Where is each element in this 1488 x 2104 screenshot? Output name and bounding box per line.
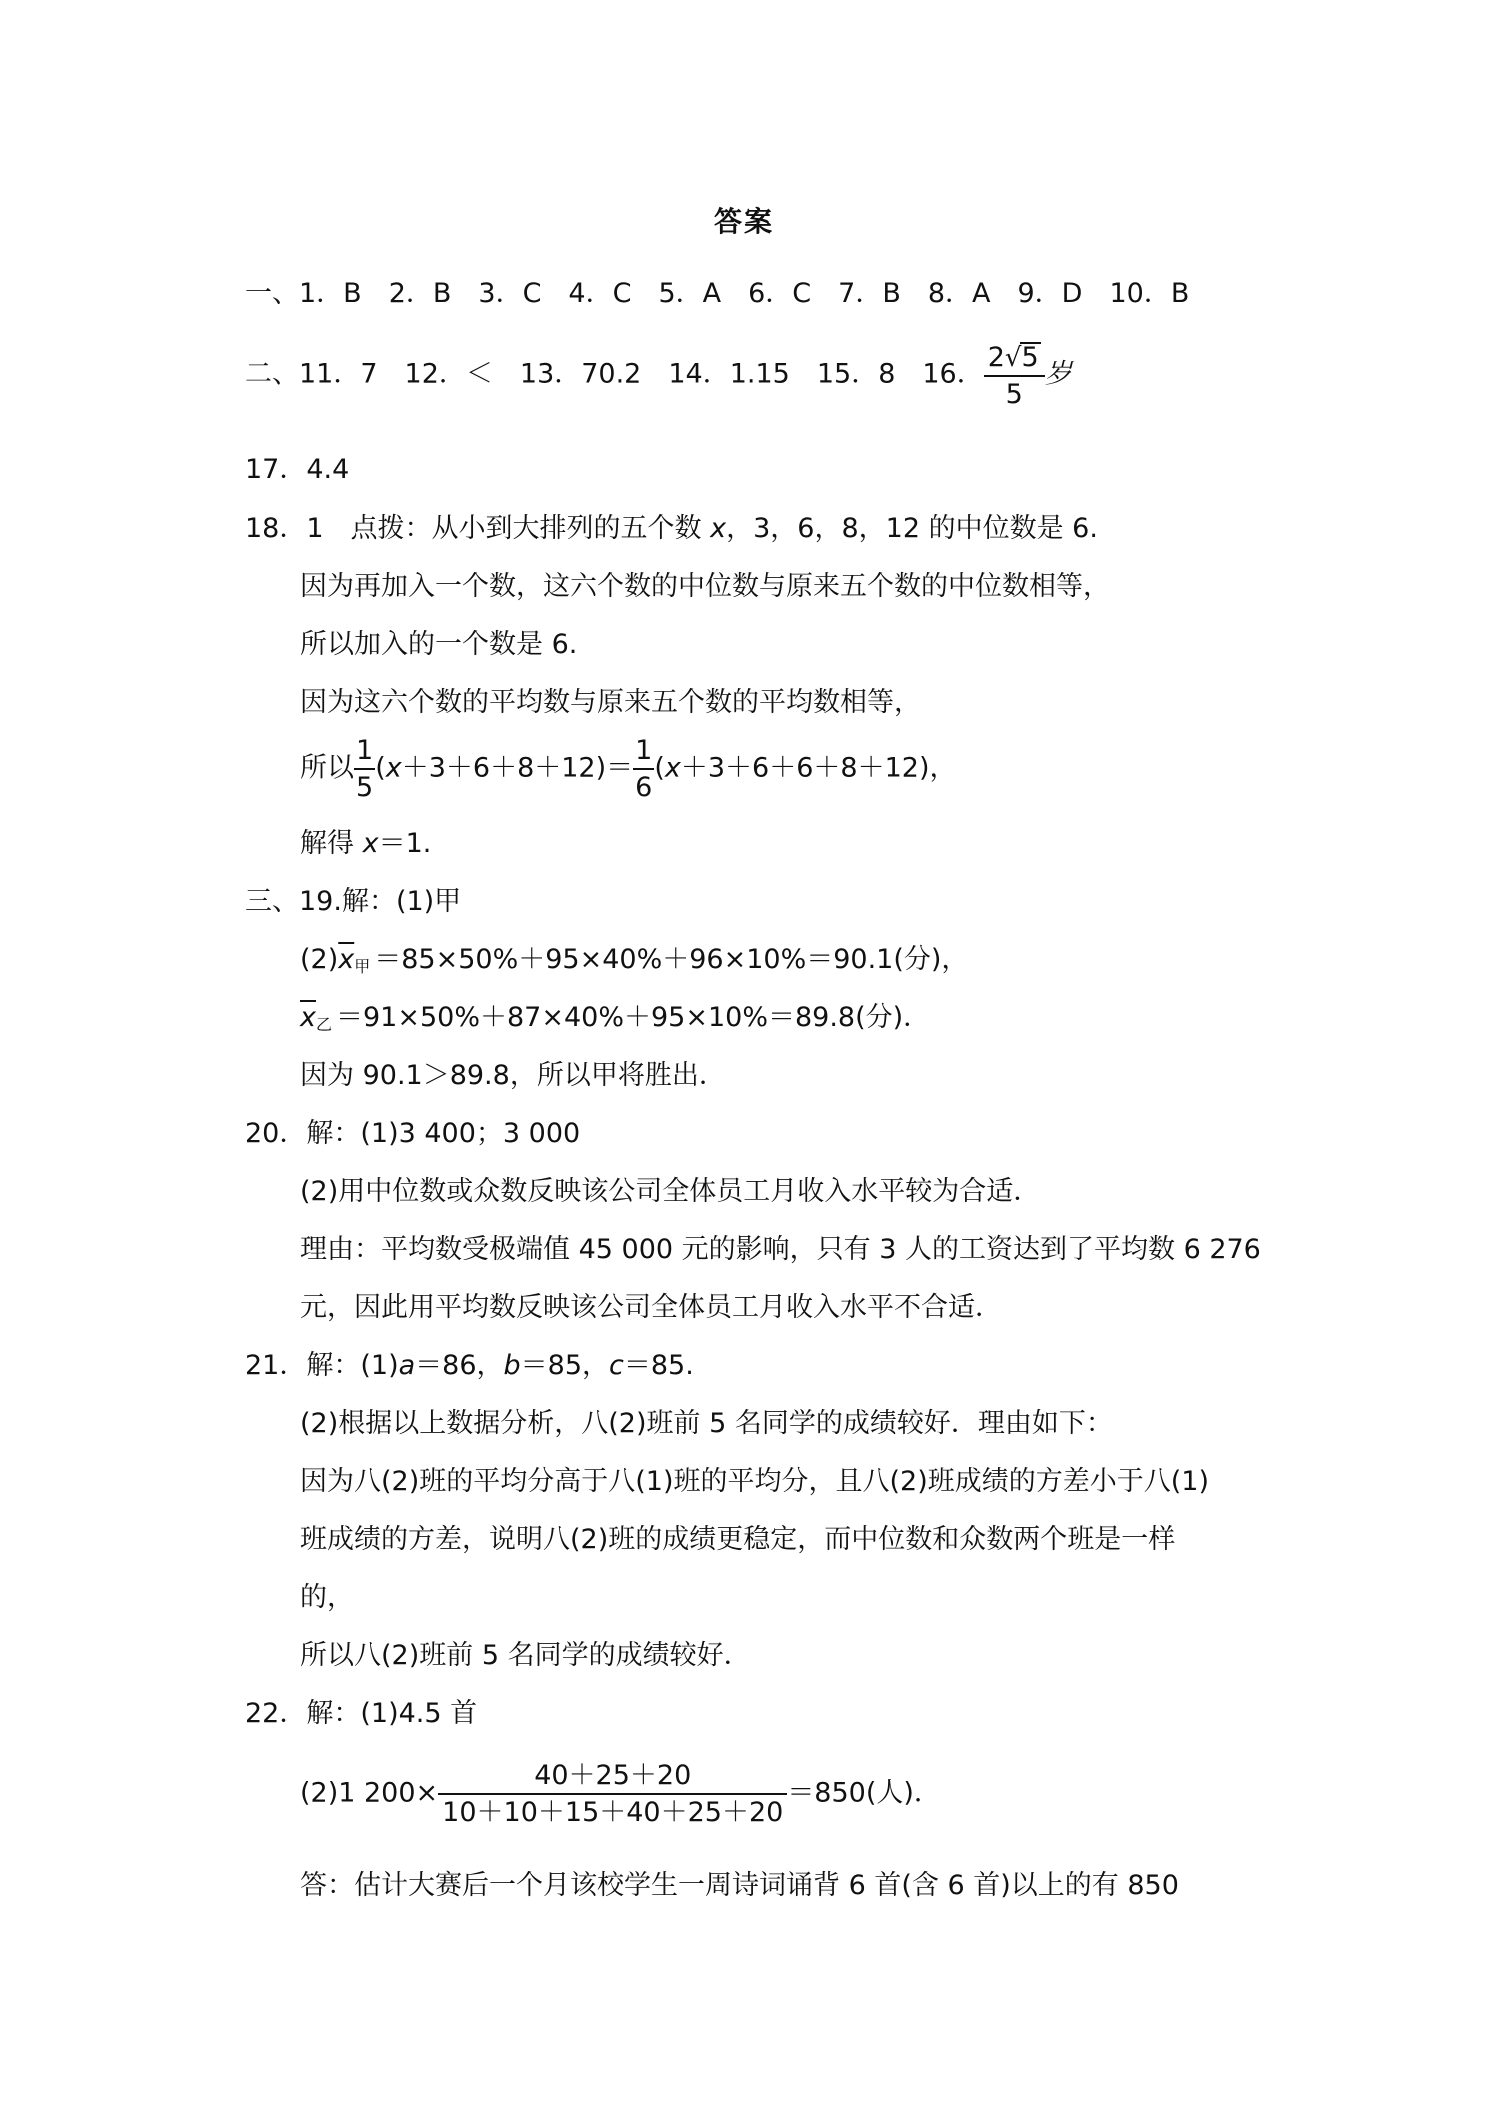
var-x: x bbox=[362, 828, 379, 859]
frac-den: 10＋10＋15＋40＋25＋20 bbox=[442, 1797, 784, 1828]
answer-19-line-4: 因为 90.1＞89.8，所以甲将胜出． bbox=[300, 1060, 726, 1091]
subscript: 乙 bbox=[315, 1015, 332, 1034]
page-title: 答案 bbox=[713, 205, 774, 238]
answer-21-line-6: 所以八(2)班前 5 名同学的成绩较好． bbox=[300, 1640, 751, 1671]
q18-text-a: 18．1 点拨：从小到大排列的五个数 bbox=[245, 513, 702, 544]
radical-sign: √ bbox=[1004, 343, 1022, 373]
answer-17: 17．4.4 bbox=[245, 454, 350, 485]
answer-18-line-2: 因为再加入一个数，这六个数的中位数与原来五个数的中位数相等， bbox=[300, 571, 1110, 602]
q22-expr-pre: (2)1 200× bbox=[300, 1777, 439, 1809]
answer-19-line-1: 三、19.解：(1)甲 bbox=[245, 886, 462, 917]
a-value: ＝86， bbox=[415, 1350, 504, 1381]
var-x: x bbox=[710, 513, 727, 544]
var-a: a bbox=[398, 1350, 416, 1381]
expr-b: ＋3＋6＋6＋8＋12)， bbox=[680, 752, 957, 784]
fraction-1-over-5 bbox=[354, 737, 375, 801]
solve-result: ＝1. bbox=[378, 828, 432, 859]
frac-num: 1 bbox=[633, 737, 654, 770]
c-value: ＝85. bbox=[623, 1350, 694, 1381]
mean-expr: ＝85×50%＋95×40%＋96×10%＝90.1(分)， bbox=[374, 944, 969, 975]
subscript: 甲 bbox=[354, 957, 371, 976]
frac-coef: 2 bbox=[987, 342, 1005, 373]
q18-text-b: ，3，6，8，12 的中位数是 6. bbox=[726, 513, 1098, 544]
paren: ( bbox=[654, 752, 665, 784]
fraction-count-ratio bbox=[438, 1762, 787, 1826]
fraction-2sqrt5-over-5 bbox=[984, 342, 1045, 408]
section-2-answers bbox=[245, 342, 1072, 408]
frac-denominator: 5 bbox=[1005, 379, 1023, 410]
answer-18-line-1 bbox=[245, 515, 1098, 542]
unit-years: 岁 bbox=[1044, 358, 1072, 390]
mean-symbol: $\overline{x}$ bbox=[338, 944, 355, 975]
q21-label: 21．解：(1) bbox=[245, 1350, 399, 1381]
var-c: c bbox=[609, 1350, 624, 1381]
answer-18-line-4: 因为这六个数的平均数与原来五个数的平均数相等， bbox=[300, 687, 921, 718]
answer-20-line-2: (2)用中位数或众数反映该公司全体员工月收入水平较为合适． bbox=[300, 1176, 1041, 1207]
radicand: 5 bbox=[1021, 342, 1039, 373]
mean-expr: ＝91×50%＋87×40%＋95×10%＝89.8(分)． bbox=[336, 1002, 931, 1033]
q22-result: ＝850(人)． bbox=[787, 1777, 941, 1809]
frac-num: 1 bbox=[354, 737, 375, 770]
var-x: x bbox=[664, 752, 681, 784]
solve-text: 解得 bbox=[300, 828, 363, 859]
fraction-1-over-6 bbox=[633, 737, 654, 801]
paren: ( bbox=[375, 752, 386, 784]
section-1-answers: 一、1．B 2．B 3．C 4．C 5．A 6．C 7．B 8．A 9．D 10．B bbox=[245, 278, 1190, 309]
answer-19-line-3 bbox=[300, 1004, 930, 1033]
answer-18-line-5 bbox=[300, 737, 956, 801]
frac-num: 40＋25＋20 bbox=[438, 1762, 787, 1795]
answer-21-line-1 bbox=[245, 1352, 694, 1379]
answer-20-line-4: 元，因此用平均数反映该公司全体员工月收入水平不合适． bbox=[300, 1292, 1002, 1323]
part-label: (2) bbox=[300, 944, 339, 975]
frac-den: 5 bbox=[356, 772, 374, 803]
answer-20-line-1: 20．解：(1)3 400；3 000 bbox=[245, 1118, 581, 1149]
answer-19-line-2 bbox=[300, 946, 968, 975]
answer-20-line-3: 理由：平均数受极端值 45 000 元的影响，只有 3 人的工资达到了平均数 6 276 bbox=[300, 1234, 1261, 1265]
frac-den: 6 bbox=[635, 772, 653, 803]
section-2-text: 二、11．7 12．＜ 13．70.2 14．1.15 15．8 16． bbox=[245, 358, 984, 390]
mean-symbol: $\overline{x}$ bbox=[300, 1002, 316, 1033]
answer-21-line-3: 因为八(2)班的平均分高于八(1)班的平均分，且八(2)班成绩的方差小于八(1) bbox=[300, 1466, 1209, 1497]
answer-22-line-1: 22．解：(1)4.5 首 bbox=[245, 1698, 478, 1729]
var-x: x bbox=[385, 752, 402, 784]
answer-22-line-3: 答：估计大赛后一个月该校学生一周诗词诵背 6 首(含 6 首)以上的有 850 bbox=[300, 1870, 1179, 1901]
q18-so-text: 所以 bbox=[300, 752, 354, 784]
b-value: ＝85， bbox=[520, 1350, 610, 1381]
answer-21-line-5: 的， bbox=[300, 1582, 354, 1613]
var-b: b bbox=[503, 1350, 521, 1381]
expr-a: ＋3＋6＋8＋12)＝ bbox=[401, 752, 634, 784]
answer-21-line-2: (2)根据以上数据分析，八(2)班前 5 名同学的成绩较好．理由如下： bbox=[300, 1408, 1113, 1439]
answer-18-line-6 bbox=[300, 830, 431, 857]
answer-22-line-2 bbox=[300, 1762, 941, 1826]
answer-18-line-3: 所以加入的一个数是 6. bbox=[300, 629, 578, 660]
answer-21-line-4: 班成绩的方差，说明八(2)班的成绩更稳定，而中位数和众数两个班是一样 bbox=[300, 1524, 1176, 1555]
